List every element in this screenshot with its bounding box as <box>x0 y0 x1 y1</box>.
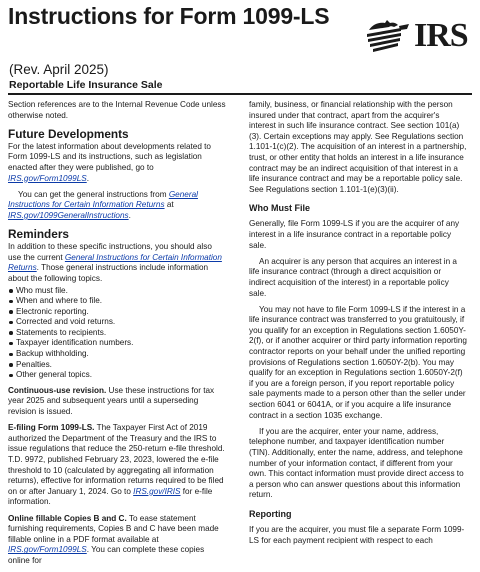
intro-paragraph: Section references are to the Internal Revenue Code unless otherwise noted. <box>8 100 226 120</box>
fillable-copies-paragraph: Online fillable Copies B and C. To ease statement furnishing requirements, Copies B and C have been made fillable online in a PDF format available at IRS.gov/Form1099LS. You can complete these copies online for <box>8 513 219 565</box>
irs-logo <box>363 16 475 56</box>
reporting-paragraph: If you are the acquirer, you must file a separate Form 1099-LS for each payment recipient with respect to each <box>249 524 465 545</box>
general-instructions-paragraph: You can get the general instructions from General Instructions for Certain Information Returns at IRS.gov/1099GeneralInstructions. <box>8 189 198 220</box>
list-item: Who must file. <box>8 286 226 297</box>
1099-general-instructions-link[interactable]: IRS.gov/1099GeneralInstructions <box>8 210 129 220</box>
list-item: Backup withholding. <box>8 349 226 360</box>
form1099ls-link[interactable]: IRS.gov/Form1099LS <box>8 173 87 183</box>
list-item: Penalties. <box>8 360 226 371</box>
acquirer-info-paragraph: If you are the acquirer, enter your name, address, telephone number, and taxpayer identification number (TIN). Additionally, enter the name, address, and telephone number of your information contact, if different from your own. This contact information must provide direct access to a person who can answer questions about this information return. <box>249 426 464 500</box>
list-item: When and where to file. <box>8 296 226 307</box>
general-instructions-link-2[interactable]: General Instructions for Certain Information Returns <box>8 252 222 273</box>
future-developments-heading: Future Developments <box>8 126 129 141</box>
list-item: Taxpayer identification numbers. <box>8 338 226 349</box>
irs-eagle-logo-icon <box>363 16 413 56</box>
right-column <box>249 100 467 552</box>
topics-list <box>8 286 226 381</box>
general-instructions-link[interactable]: General Instructions for Certain Information Returns <box>8 189 198 210</box>
iris-link[interactable]: IRS.gov/IRIS <box>133 486 181 496</box>
exceptions-paragraph: You may not have to file Form 1099-LS if the interest in a life insurance contract was transferred to you gratuitously, if you qualify for an exception in Regulations section 1.6050Y-2(f), or if another acquirer or third party information reporting contractor reports on your behalf under the unified reporting provisions of Regulations section 1.6050Y-2(b). You may qualify for an exception in Regulations section 1.6050Y-2(f) if you are a foreign person, if you report reportable policy sale payments made to a person other than the seller under section 6041 or 6041A, or if you acquire a life insurance contract in a section 1035 exchange. <box>249 304 467 420</box>
list-item: Electronic reporting. <box>8 307 226 318</box>
masthead <box>8 2 472 94</box>
reminders-paragraph: In addition to these specific instructions, you should also use the current General Instructions for Certain Information Returns. Those general instructions include information about the following topics. <box>8 242 222 283</box>
who-must-file-paragraph: Generally, file Form 1099-LS if you are the acquirer of any interest in a life insurance contract in a reportable policy sale. <box>249 219 460 250</box>
irs-logo-text: IRS <box>414 17 468 54</box>
form-title: Instructions for Form 1099-LS <box>8 3 330 29</box>
revision-date: (Rev. April 2025) <box>9 62 109 77</box>
left-column <box>8 100 226 572</box>
header-rule <box>8 93 472 95</box>
form-subtitle: Reportable Life Insurance Sale <box>9 79 163 91</box>
continuous-use-paragraph: Continuous-use revision. Use these instructions for tax year 2025 and subsequent years until a superseding revision is issued. <box>8 385 215 417</box>
future-developments-paragraph: For the latest information about developments related to Form 1099-LS and its instructions, such as legislation enacted after they were published, go to IRS.gov/Form1099LS. <box>8 141 211 183</box>
form1099ls-link-2[interactable]: IRS.gov/Form1099LS <box>8 545 87 555</box>
list-item: Corrected and void returns. <box>8 317 226 328</box>
list-item: Statements to recipients. <box>8 328 226 339</box>
who-must-file-heading: Who Must File <box>249 203 310 214</box>
efiling-paragraph: E-filing Form 1099-LS. The Taxpayer First Act of 2019 authorized the Department of the Treasury and the IRS to issue regulations that reduce the 250-return e-file threshold. T.D. 9972, published February 23, 2023, lowered the e-file threshold to 10 (calculated by aggregating all information returns), effective for information returns required to be filed on or after January 1, 2024. Go to IRS.gov/IRIS for e-file information. <box>8 423 225 507</box>
reminders-heading: Reminders <box>8 227 69 242</box>
list-item: Other general topics. <box>8 370 226 381</box>
reporting-heading: Reporting <box>249 508 292 519</box>
acquirer-definition-paragraph: An acquirer is any person that acquires an interest in a life insurance contract (through a direct acquisition or indirect acquisition of the interest) in a reportable policy sale. <box>249 256 457 298</box>
continued-paragraph: family, business, or financial relationship with the person insured under that contract, apart from the acquirer's interest in such life insurance contract. See section 101(a)(3). Certain exceptions may apply. See Regulations section 1.101-1(c)(2). The acquisition of an interest in a partnership, trust, or other entity that holds an interest in a life insurance contract may be an indirect acquisition of that interest in a life insurance contract and may be a reportable policy sale. See Regulations section 1.101-1(e)(3)(ii). <box>249 100 467 194</box>
